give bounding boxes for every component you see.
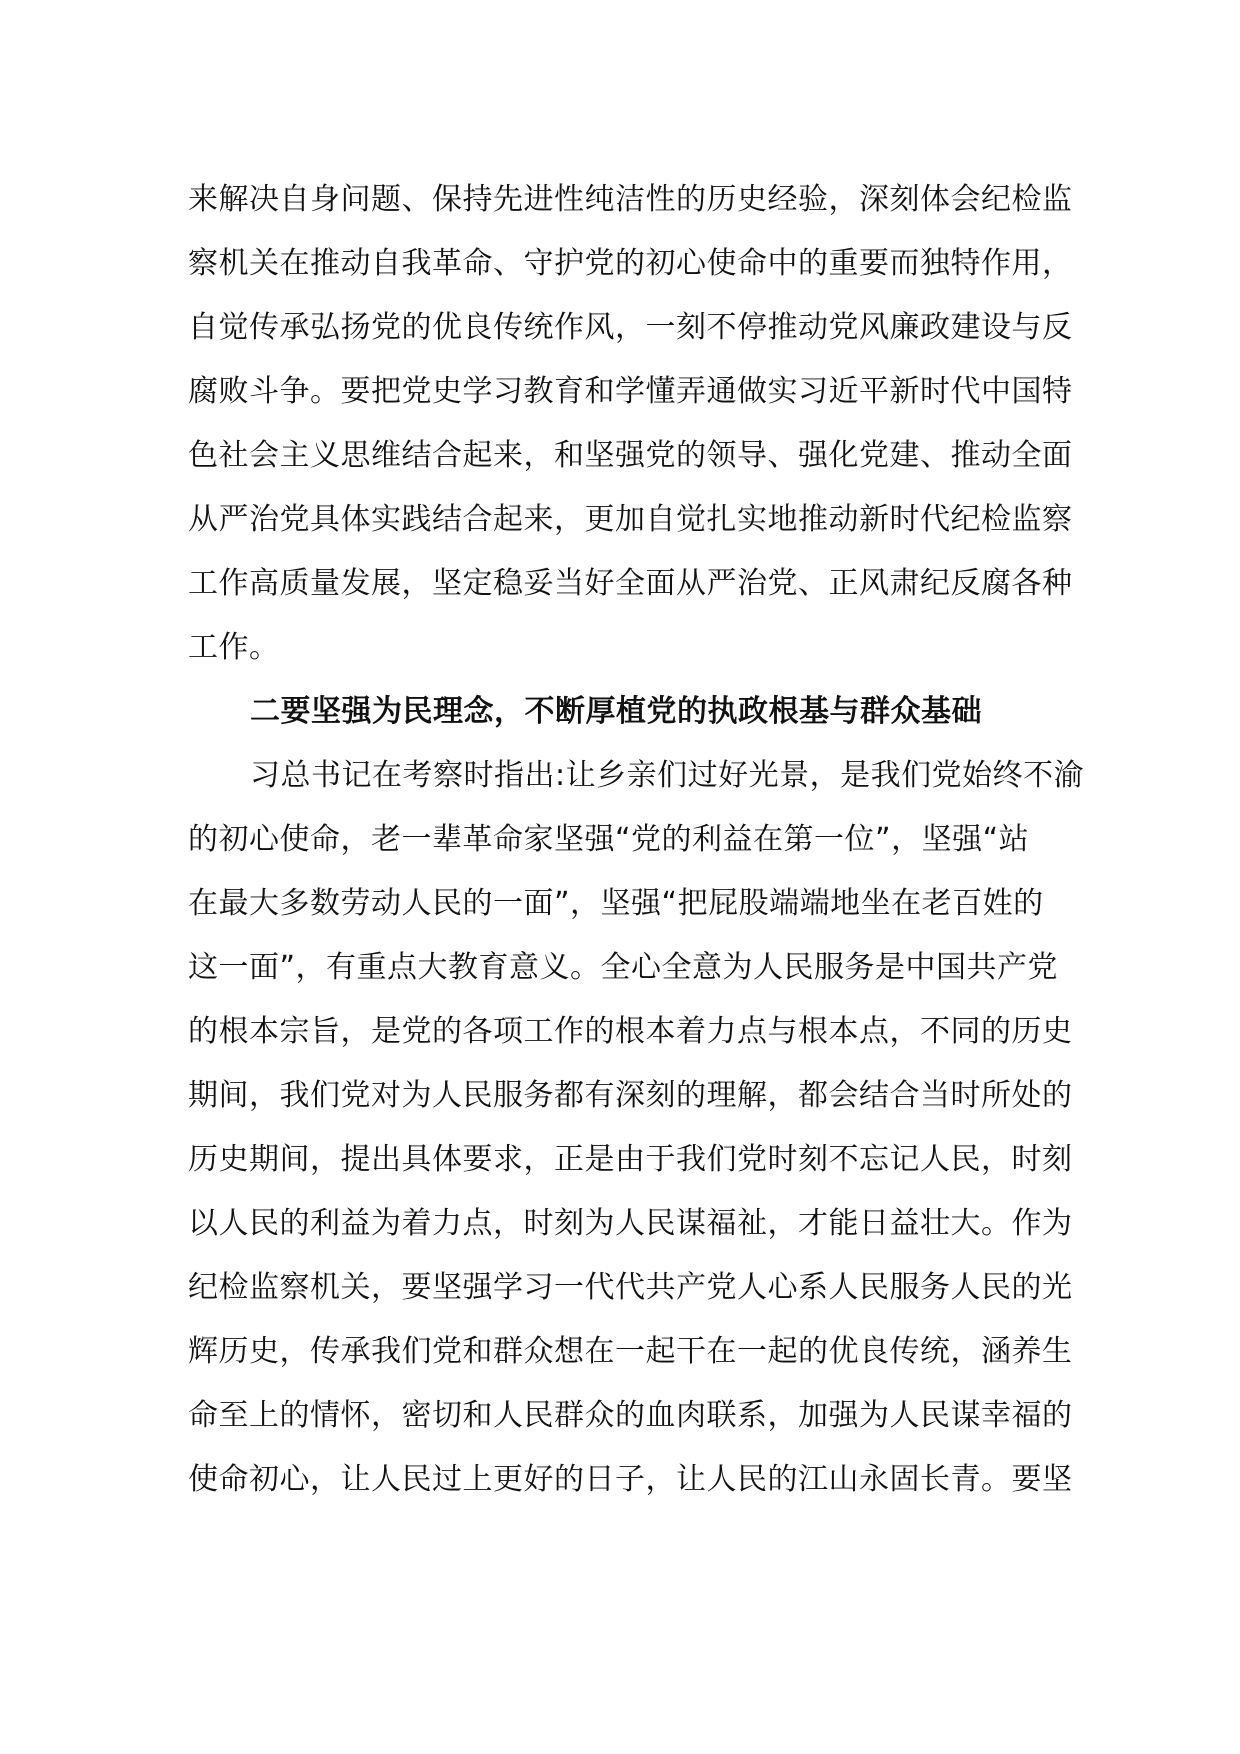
paragraph-1	[188, 168, 1073, 680]
paragraph-line: 的根本宗旨，是党的各项工作的根本着力点与根本点，不同的历史	[188, 1014, 1073, 1049]
document-body	[188, 168, 1085, 1512]
paragraph-line: 历史期间，提出具体要求，正是由于我们党时刻不忘记人民，时刻	[188, 1142, 1073, 1177]
paragraph-line: 以人民的利益为着力点，时刻为人民谋福祉，才能日益壮大。作为	[188, 1206, 1073, 1241]
paragraph-line: 在最大多数劳动人民的一面”，坚强“把屁股端端地坐在老百姓的	[188, 886, 1044, 921]
paragraph-line: 使命初心，让人民过上更好的日子，让人民的江山永固长青。要坚	[188, 1462, 1073, 1497]
paragraph-line: 察机关在推动自我革命、守护党的初心使命中的重要而独特作用，	[188, 246, 1073, 281]
paragraph-2	[188, 744, 1085, 1512]
paragraph-line: 自觉传承弘扬党的优良传统作风，一刻不停推动党风廉政建设与反	[188, 310, 1073, 345]
paragraph-line: 期间，我们党对为人民服务都有深刻的理解，都会结合当时所处的	[188, 1078, 1073, 1113]
paragraph-line: 辉历史，传承我们党和群众想在一起干在一起的优良传统，涵养生	[188, 1334, 1073, 1369]
paragraph-line: 工作高质量发展，坚定稳妥当好全面从严治党、正风肃纪反腐各种	[188, 566, 1073, 601]
paragraph-line: 命至上的情怀，密切和人民群众的血肉联系，加强为人民谋幸福的	[188, 1398, 1073, 1433]
paragraph-line: 从严治党具体实践结合起来，更加自觉扎实地推动新时代纪检监察	[188, 502, 1073, 537]
paragraph-line: 习总书记在考察时指出:让乡亲们过好光景，是我们党始终不渝	[250, 758, 1085, 793]
section-heading: 二要坚强为民理念，不断厚植党的执政根基与群众基础	[250, 694, 982, 729]
paragraph-line: 这一面”，有重点大教育意义。全心全意为人民服务是中国共产党	[188, 950, 1059, 985]
paragraph-line: 的初心使命，老一辈革命家坚强“党的利益在第一位”，坚强“站	[188, 822, 1030, 857]
paragraph-line: 色社会主义思维结合起来，和坚强党的领导、强化党建、推动全面	[188, 438, 1073, 473]
paragraph-line: 纪检监察机关，要坚强学习一代代共产党人心系人民服务人民的光	[188, 1270, 1073, 1305]
paragraph-line: 腐败斗争。要把党史学习教育和学懂弄通做实习近平新时代中国特	[188, 374, 1073, 409]
paragraph-line: 工作。	[188, 630, 280, 665]
paragraph-line: 来解决自身问题、保持先进性纯洁性的历史经验，深刻体会纪检监	[188, 182, 1073, 217]
